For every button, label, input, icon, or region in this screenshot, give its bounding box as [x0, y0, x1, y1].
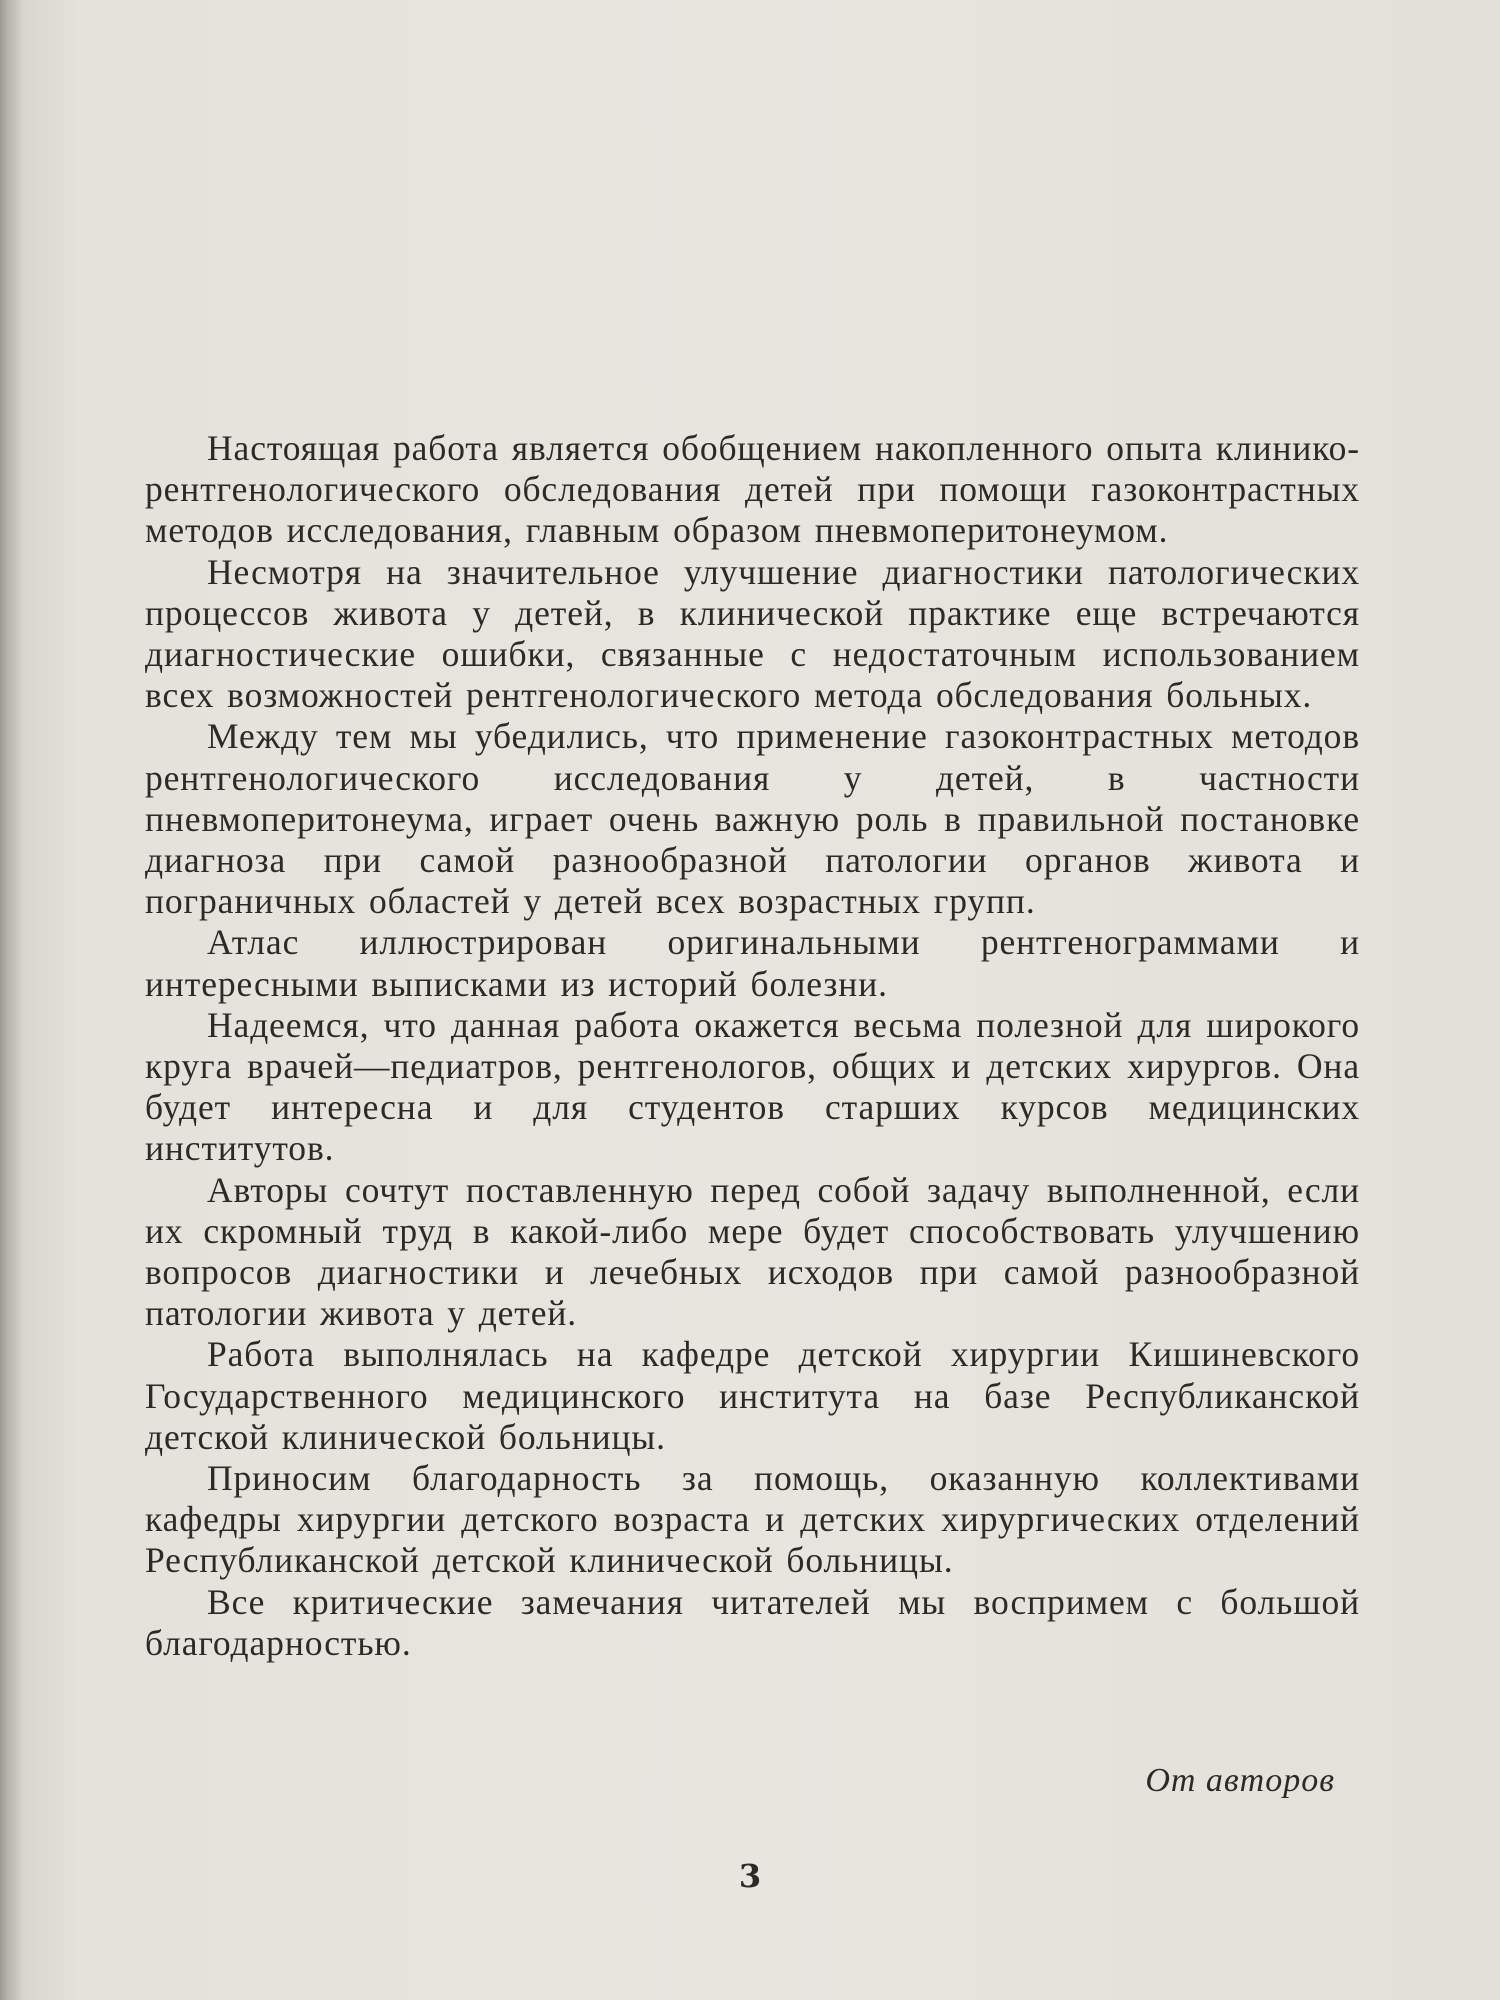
paragraph-1: Настоящая работа является обобщением накопленного опыта клинико-рентгенологического обследования детей при помощи газоконтрастных методов исследования, главным образом пневмоперитонеумом.	[145, 428, 1360, 551]
paragraph-3: Между тем мы убедились, что применение газоконтрастных методов рентгенологического исследования у детей, в частности пневмоперитонеума, играет очень важную роль в правильной постановке диагноза при самой разнообразной патологии органов живота и пограничных областей у детей всех возрастных групп.	[145, 716, 1360, 922]
paragraph-6: Авторы сочтут поставленную перед собой задачу выполненной, если их скромный труд в какой-либо мере будет способствовать улучшению вопросов диагностики и лечебных исходов при самой разнообразной патологии живота у детей.	[145, 1169, 1360, 1334]
signature: От авторов	[1145, 1762, 1335, 1799]
paragraph-4: Атлас иллюстрирован оригинальными рентгенограммами и интересными выписками из историй болезни.	[145, 922, 1360, 1004]
page-number: 3	[738, 1857, 762, 1895]
paragraph-5: Надеемся, что данная работа окажется весьма полезной для широкого круга врачей—педиатров, рентгенологов, общих и детских хирургов. Она будет интересна и для студентов старших курсов медицинских институтов.	[145, 1004, 1360, 1169]
book-spine-shadow	[0, 0, 22, 2000]
paragraph-8: Приносим благодарность за помощь, оказанную коллективами кафедры хирургии детского возраста и детских хирургических отделений Республиканской детской клинической больницы.	[145, 1458, 1360, 1581]
paragraph-9: Все критические замечания читателей мы воспримем с большой благодарностью.	[145, 1581, 1360, 1663]
preface-text	[145, 428, 1360, 1664]
paragraph-7: Работа выполнялась на кафедре детской хирургии Кишиневского Государственного медицинского института на базе Республиканской детской клинической больницы.	[145, 1334, 1360, 1457]
paragraph-2: Несмотря на значительное улучшение диагностики патологических процессов живота у детей, в клинической практике еще встречаются диагностические ошибки, связанные с недостаточным использованием всех возможностей рентгенологического метода обследования больных.	[145, 551, 1360, 716]
